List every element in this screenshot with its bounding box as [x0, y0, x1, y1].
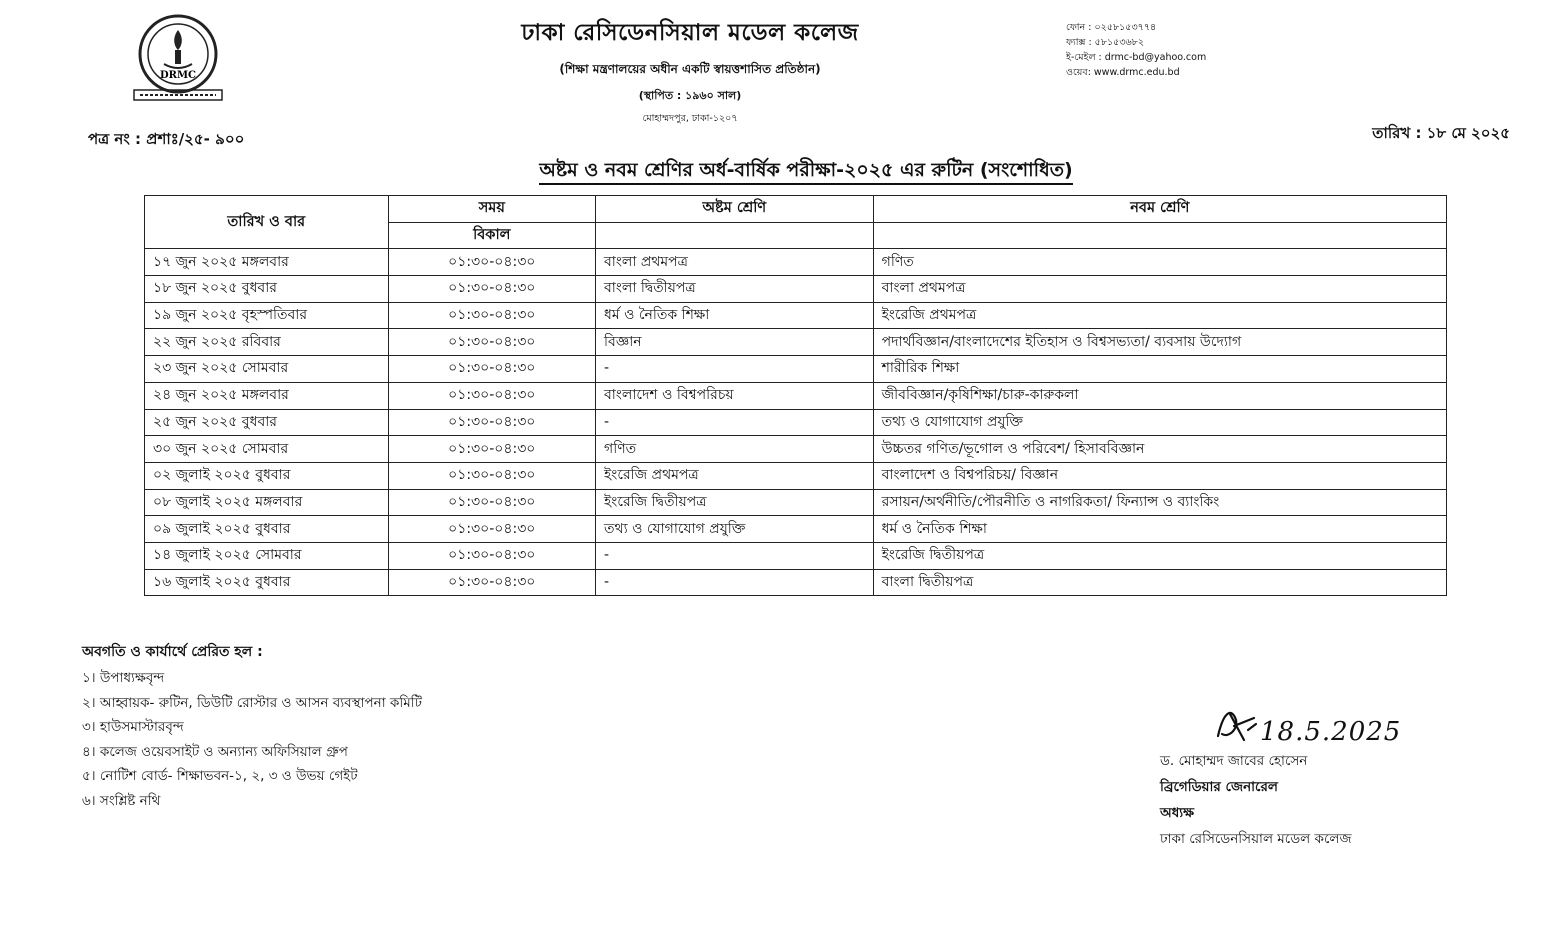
cell-date: ০২ জুলাই ২০২৫ বুধবার	[145, 462, 389, 489]
cell-class8: -	[596, 569, 874, 596]
signature-date: 18.5.2025	[1260, 717, 1402, 747]
table-row	[145, 276, 1447, 303]
cell-date: ১৪ জুলাই ২০২৫ সোমবার	[145, 542, 389, 569]
cell-date: ১৬ জুলাই ২০২৫ বুধবার	[145, 569, 389, 596]
cell-class9: ধর্ম ও নৈতিক শিক্ষা	[873, 516, 1446, 543]
cell-class8: বিজ্ঞান	[596, 329, 874, 356]
cell-class8: বাংলাদেশ ও বিশ্বপরিচয়	[596, 382, 874, 409]
cell-date: ০৮ জুলাই ২০২৫ মঙ্গলবার	[145, 489, 389, 516]
header-date-day: তারিখ ও বার	[145, 196, 389, 249]
fax-text: ফ্যাক্স : ৫৮১৫৩৬৮২	[1066, 37, 1145, 48]
cell-class8: তথ্য ও যোগাযোগ প্রযুক্তি	[596, 516, 874, 543]
cell-date: ২২ জুন ২০২৫ রবিবার	[145, 329, 389, 356]
cell-class9: বাংলাদেশ ও বিশ্বপরিচয়/ বিজ্ঞান	[873, 462, 1446, 489]
cell-class9: বাংলা প্রথমপত্র	[873, 276, 1446, 303]
cell-class8: ইংরেজি প্রথমপত্র	[596, 462, 874, 489]
institution-address: মোহাম্মদপুর, ঢাকা-১২০৭	[642, 113, 738, 124]
cell-time: ০১:৩০-০৪:৩০	[388, 302, 595, 329]
table-row	[145, 302, 1447, 329]
table-row	[145, 569, 1447, 596]
memo-date: তারিখ : ১৮ মে ২০২৫	[1372, 124, 1510, 142]
cell-class8: বাংলা দ্বিতীয়পত্র	[596, 276, 874, 303]
distribution-heading: অবগতি ও কার্যার্থে প্রেরিত হল :	[82, 644, 263, 660]
cell-class8: -	[596, 542, 874, 569]
cell-class8: -	[596, 356, 874, 383]
cell-time: ০১:৩০-০৪:৩০	[388, 249, 595, 276]
cell-class9: উচ্চতর গণিত/ভূগোল ও পরিবেশ/ হিসাববিজ্ঞান	[873, 436, 1446, 463]
cell-class8: ইংরেজি দ্বিতীয়পত্র	[596, 489, 874, 516]
table-row	[145, 542, 1447, 569]
exam-routine-table	[144, 195, 1447, 596]
cell-time: ০১:৩০-০৪:৩০	[388, 329, 595, 356]
header-class9: নবম শ্রেণি	[873, 196, 1446, 223]
reference-number: পত্র নং : প্রশাঃ/২৫- ৯০০	[88, 130, 245, 148]
cell-date: ২৫ জুন ২০২৫ বুধবার	[145, 409, 389, 436]
cell-class9: জীববিজ্ঞান/কৃষিশিক্ষা/চারু-কারুকলা	[873, 382, 1446, 409]
signatory-block	[1160, 748, 1352, 852]
document-title-text: অষ্টম ও নবম শ্রেণির অর্ধ-বার্ষিক পরীক্ষা-২০২৫ এর রুটিন (সংশোধিত)	[539, 159, 1072, 185]
list-item: ৫। নোটিশ বোর্ড- শিক্ষাভবন-১, ২, ৩ ও উভয় গেইট	[82, 768, 358, 784]
table-row	[145, 409, 1447, 436]
table-row	[145, 489, 1447, 516]
cell-time: ০১:৩০-০৪:৩০	[388, 276, 595, 303]
cell-class9: শারীরিক শিক্ষা	[873, 356, 1446, 383]
contact-block	[1066, 20, 1206, 80]
table-row	[145, 249, 1447, 276]
cell-date: ২৩ জুন ২০২৫ সোমবার	[145, 356, 389, 383]
table-row	[145, 382, 1447, 409]
cell-class8: ধর্ম ও নৈতিক শিক্ষা	[596, 302, 874, 329]
cell-time: ০১:৩০-০৪:৩০	[388, 356, 595, 383]
cell-time: ০১:৩০-০৪:৩০	[388, 542, 595, 569]
cell-class9: তথ্য ও যোগাযোগ প্রযুক্তি	[873, 409, 1446, 436]
list-item: ৪। কলেজ ওয়েবসাইট ও অন্যান্য অফিসিয়াল গ্রুপ	[82, 743, 348, 760]
table-row	[145, 356, 1447, 383]
cell-time: ০১:৩০-০৪:৩০	[388, 409, 595, 436]
cell-date: ০৯ জুলাই ২০২৫ বুধবার	[145, 516, 389, 543]
signatory-institution: ঢাকা রেসিডেনসিয়াল মডেল কলেজ	[1160, 831, 1352, 847]
list-item: ২। আহ্বায়ক- রুটিন, ডিউটি রোস্টার ও আসন ব্যবস্থাপনা কমিটি	[82, 694, 422, 711]
distribution-list	[82, 666, 422, 813]
table-row	[145, 516, 1447, 543]
cell-date: ১৯ জুন ২০২৫ বৃহস্পতিবার	[145, 302, 389, 329]
cell-date: ৩০ জুন ২০২৫ সোমবার	[145, 436, 389, 463]
list-item: ৩। হাউসমাস্টারবৃন্দ	[82, 719, 184, 735]
signatory-name: ড. মোহাম্মদ জাবের হোসেন	[1160, 753, 1308, 769]
signatory-rank: ব্রিগেডিয়ার জেনারেল	[1160, 779, 1278, 795]
cell-date: ১৮ জুন ২০২৫ বুধবার	[145, 276, 389, 303]
list-item: ৬। সংশ্লিষ্ট নথি	[82, 792, 161, 809]
cell-class9: পদার্থবিজ্ঞান/বাংলাদেশের ইতিহাস ও বিশ্বসভ্যতা/ ব্যবসায় উদ্যোগ	[873, 329, 1446, 356]
institution-header	[470, 14, 910, 127]
svg-text:DRMC: DRMC	[159, 70, 197, 81]
table-row	[145, 436, 1447, 463]
header-time: সময়	[388, 196, 595, 223]
cell-date: ১৭ জুন ২০২৫ মঙ্গলবার	[145, 249, 389, 276]
table-row	[145, 329, 1447, 356]
cell-date: ২৪ জুন ২০২৫ মঙ্গলবার	[145, 382, 389, 409]
cell-class8: গণিত	[596, 436, 874, 463]
cell-class9: গণিত	[873, 249, 1446, 276]
header-blank-9	[873, 222, 1446, 249]
cell-class9: ইংরেজি দ্বিতীয়পত্র	[873, 542, 1446, 569]
routine-body	[145, 249, 1447, 596]
established-year: (স্থাপিত : ১৯৬০ সাল)	[638, 89, 742, 102]
phone-text: ফোন : ০২৫৮১৫৩৭৭৪	[1066, 22, 1157, 33]
table-row	[145, 462, 1447, 489]
list-item: ১। উপাধ্যক্ষবৃন্দ	[82, 670, 165, 686]
email-text: ই-মেইল : drmc-bd@yahoo.com	[1066, 52, 1207, 63]
cell-class9: বাংলা দ্বিতীয়পত্র	[873, 569, 1446, 596]
cell-class8: বাংলা প্রথমপত্র	[596, 249, 874, 276]
header-session: বিকাল	[388, 222, 595, 249]
header-class8: অষ্টম শ্রেণি	[596, 196, 874, 223]
cell-time: ০১:৩০-০৪:৩০	[388, 462, 595, 489]
header-blank-8	[596, 222, 874, 249]
cell-time: ০১:৩০-০৪:৩০	[388, 436, 595, 463]
cell-class8: -	[596, 409, 874, 436]
website-text: ওয়েব: www.drmc.edu.bd	[1066, 67, 1180, 78]
cell-time: ০১:৩০-০৪:৩০	[388, 516, 595, 543]
cell-class9: ইংরেজি প্রথমপত্র	[873, 302, 1446, 329]
cell-time: ০১:৩০-০৪:৩০	[388, 382, 595, 409]
cell-time: ০১:৩০-০৪:৩০	[388, 569, 595, 596]
institution-name: ঢাকা রেসিডেনসিয়াল মডেল কলেজ	[521, 20, 859, 46]
cell-time: ০১:৩০-০৪:৩০	[388, 489, 595, 516]
institution-subtitle: (শিক্ষা মন্ত্রণালয়ের অধীন একটি স্বায়ত্তশাসিত প্রতিষ্ঠান)	[559, 62, 821, 76]
signatory-position: অধ্যক্ষ	[1160, 805, 1195, 821]
cell-class9: রসায়ন/অর্থনীতি/পৌরনীতি ও নাগরিকতা/ ফিন্যান্স ও ব্যাংকিং	[873, 489, 1446, 516]
college-emblem-icon	[128, 12, 228, 104]
document-title	[456, 156, 1156, 188]
